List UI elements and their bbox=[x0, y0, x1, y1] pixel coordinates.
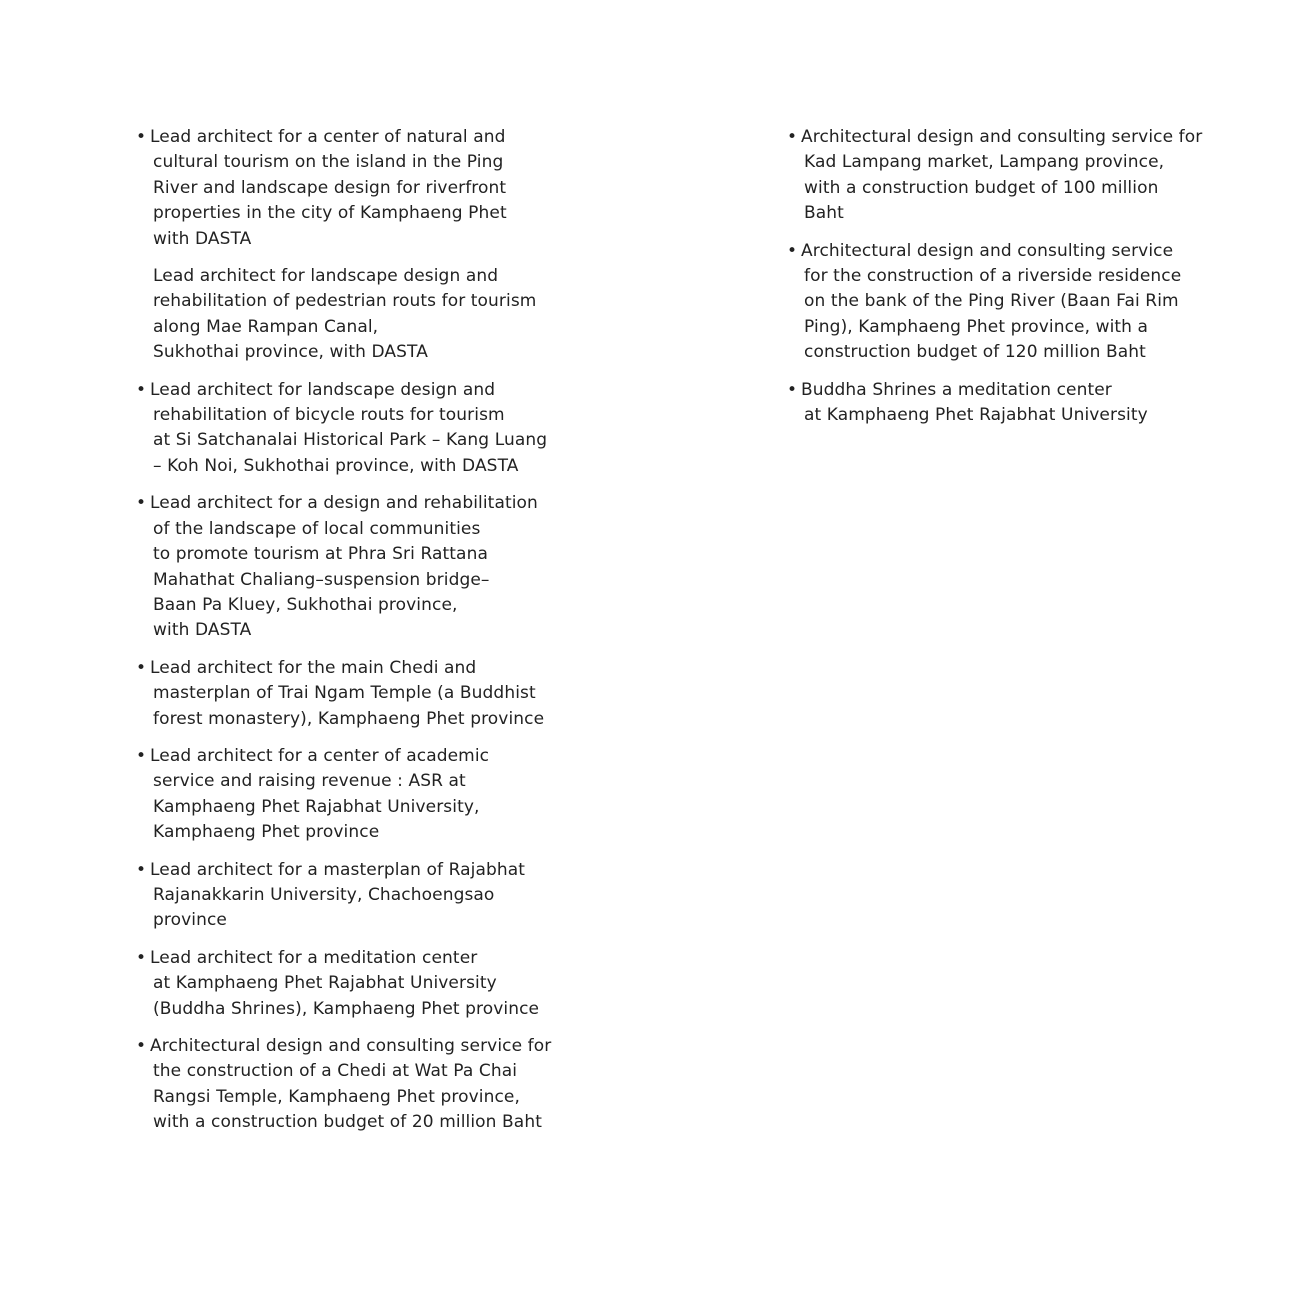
list-item bbox=[136, 378, 576, 480]
list-item-line: with DASTA bbox=[153, 228, 252, 249]
list-item-line: – Koh Noi, Sukhothai province, with DASTA bbox=[153, 455, 519, 476]
list-item-line: Lead architect for a center of academic bbox=[150, 745, 490, 766]
list-item-line: forest monastery), Kamphaeng Phet province bbox=[153, 708, 545, 729]
list-item-line: at Si Satchanalai Historical Park – Kang Luang bbox=[153, 430, 548, 451]
list-item-line: Buddha Shrines a meditation center bbox=[801, 379, 1112, 400]
list-item-line: Kamphaeng Phet Rajabhat University, bbox=[153, 796, 480, 817]
left-column bbox=[136, 125, 576, 1148]
list-item-line: Kamphaeng Phet province bbox=[153, 822, 380, 843]
list-item-line: cultural tourism on the island in the Ping bbox=[153, 152, 504, 173]
bullet-marker: • bbox=[136, 493, 147, 514]
list-item bbox=[136, 946, 576, 1022]
list-item-line: masterplan of Trai Ngam Temple (a Buddhist bbox=[153, 683, 536, 704]
list-item bbox=[136, 125, 576, 252]
list-item-line: Lead architect for landscape design and bbox=[153, 266, 499, 287]
list-item-line: Lead architect for the main Chedi and bbox=[150, 657, 477, 678]
list-item-line: Architectural design and consulting service bbox=[801, 240, 1174, 261]
bullet-marker: • bbox=[136, 859, 147, 880]
bullet-marker: • bbox=[136, 1036, 147, 1056]
list-item bbox=[787, 125, 1227, 227]
list-item bbox=[136, 656, 576, 732]
list-item-line: Kad Lampang market, Lampang province, bbox=[804, 152, 1165, 173]
list-item-line: on the bank of the Ping River (Baan Fai Rim bbox=[804, 291, 1179, 312]
list-item-line: properties in the city of Kamphaeng Phet bbox=[153, 203, 507, 224]
list-item-line: (Buddha Shrines), Kamphaeng Phet province bbox=[153, 998, 540, 1019]
list-item-line: to promote tourism at Phra Sri Rattana bbox=[153, 544, 488, 565]
bullet-marker: • bbox=[787, 240, 798, 261]
list-item-line: with a construction budget of 100 million bbox=[804, 177, 1159, 198]
list-item-line: for the construction of a riverside residence bbox=[804, 266, 1182, 287]
list-item-line: construction budget of 120 million Baht bbox=[804, 342, 1146, 363]
list-item-line: Baht bbox=[804, 203, 844, 224]
list-item bbox=[787, 378, 1227, 429]
bullet-marker: • bbox=[136, 657, 147, 678]
list-item-line: Rangsi Temple, Kamphaeng Phet province, bbox=[153, 1086, 520, 1107]
list-item bbox=[136, 1034, 576, 1136]
list-item-line: Lead architect for a center of natural and bbox=[150, 127, 506, 147]
bullet-marker: • bbox=[136, 127, 147, 147]
bullet-marker: • bbox=[136, 745, 147, 766]
list-item-line: Lead architect for a design and rehabilitation bbox=[150, 493, 538, 514]
list-item-line: Lead architect for a masterplan of Rajabhat bbox=[150, 859, 526, 880]
bullet-marker: • bbox=[787, 379, 798, 400]
list-item-line: Baan Pa Kluey, Sukhothai province, bbox=[153, 594, 458, 615]
bullet-marker: • bbox=[787, 127, 798, 147]
list-item-line: of the landscape of local communities bbox=[153, 518, 481, 539]
list-item-line: Rajanakkarin University, Chachoengsao bbox=[153, 884, 495, 905]
list-item-line: Mahathat Chaliang–suspension bridge– bbox=[153, 569, 490, 590]
list-item bbox=[136, 858, 576, 934]
right-column bbox=[787, 125, 1227, 440]
list-item-line: River and landscape design for riverfront bbox=[153, 177, 507, 198]
list-item-line: Sukhothai province, with DASTA bbox=[153, 342, 428, 363]
list-item-line: with a construction budget of 20 million Baht bbox=[153, 1112, 542, 1133]
list-item-line: at Kamphaeng Phet Rajabhat University bbox=[153, 973, 497, 994]
list-item bbox=[787, 239, 1227, 366]
list-item bbox=[136, 491, 576, 643]
bullet-marker: • bbox=[136, 379, 147, 400]
list-item-line: Architectural design and consulting service for bbox=[801, 127, 1203, 147]
list-item-line: rehabilitation of bicycle routs for tourism bbox=[153, 405, 505, 426]
list-item-line: along Mae Rampan Canal, bbox=[153, 316, 379, 337]
list-item-line: Lead architect for a meditation center bbox=[150, 947, 478, 968]
list-item-line: at Kamphaeng Phet Rajabhat University bbox=[804, 405, 1148, 426]
list-item-line: Lead architect for landscape design and bbox=[150, 379, 496, 400]
list-item-line: Architectural design and consulting service for bbox=[150, 1036, 552, 1056]
list-item bbox=[136, 744, 576, 846]
list-item-line: the construction of a Chedi at Wat Pa Chai bbox=[153, 1061, 518, 1082]
list-item-line: service and raising revenue : ASR at bbox=[153, 771, 466, 792]
list-item bbox=[136, 264, 576, 366]
list-item-line: with DASTA bbox=[153, 620, 252, 641]
list-item-line: Ping), Kamphaeng Phet province, with a bbox=[804, 316, 1149, 337]
list-item-line: rehabilitation of pedestrian routs for tourism bbox=[153, 291, 537, 312]
list-item-line: province bbox=[153, 910, 227, 931]
bullet-marker: • bbox=[136, 947, 147, 968]
